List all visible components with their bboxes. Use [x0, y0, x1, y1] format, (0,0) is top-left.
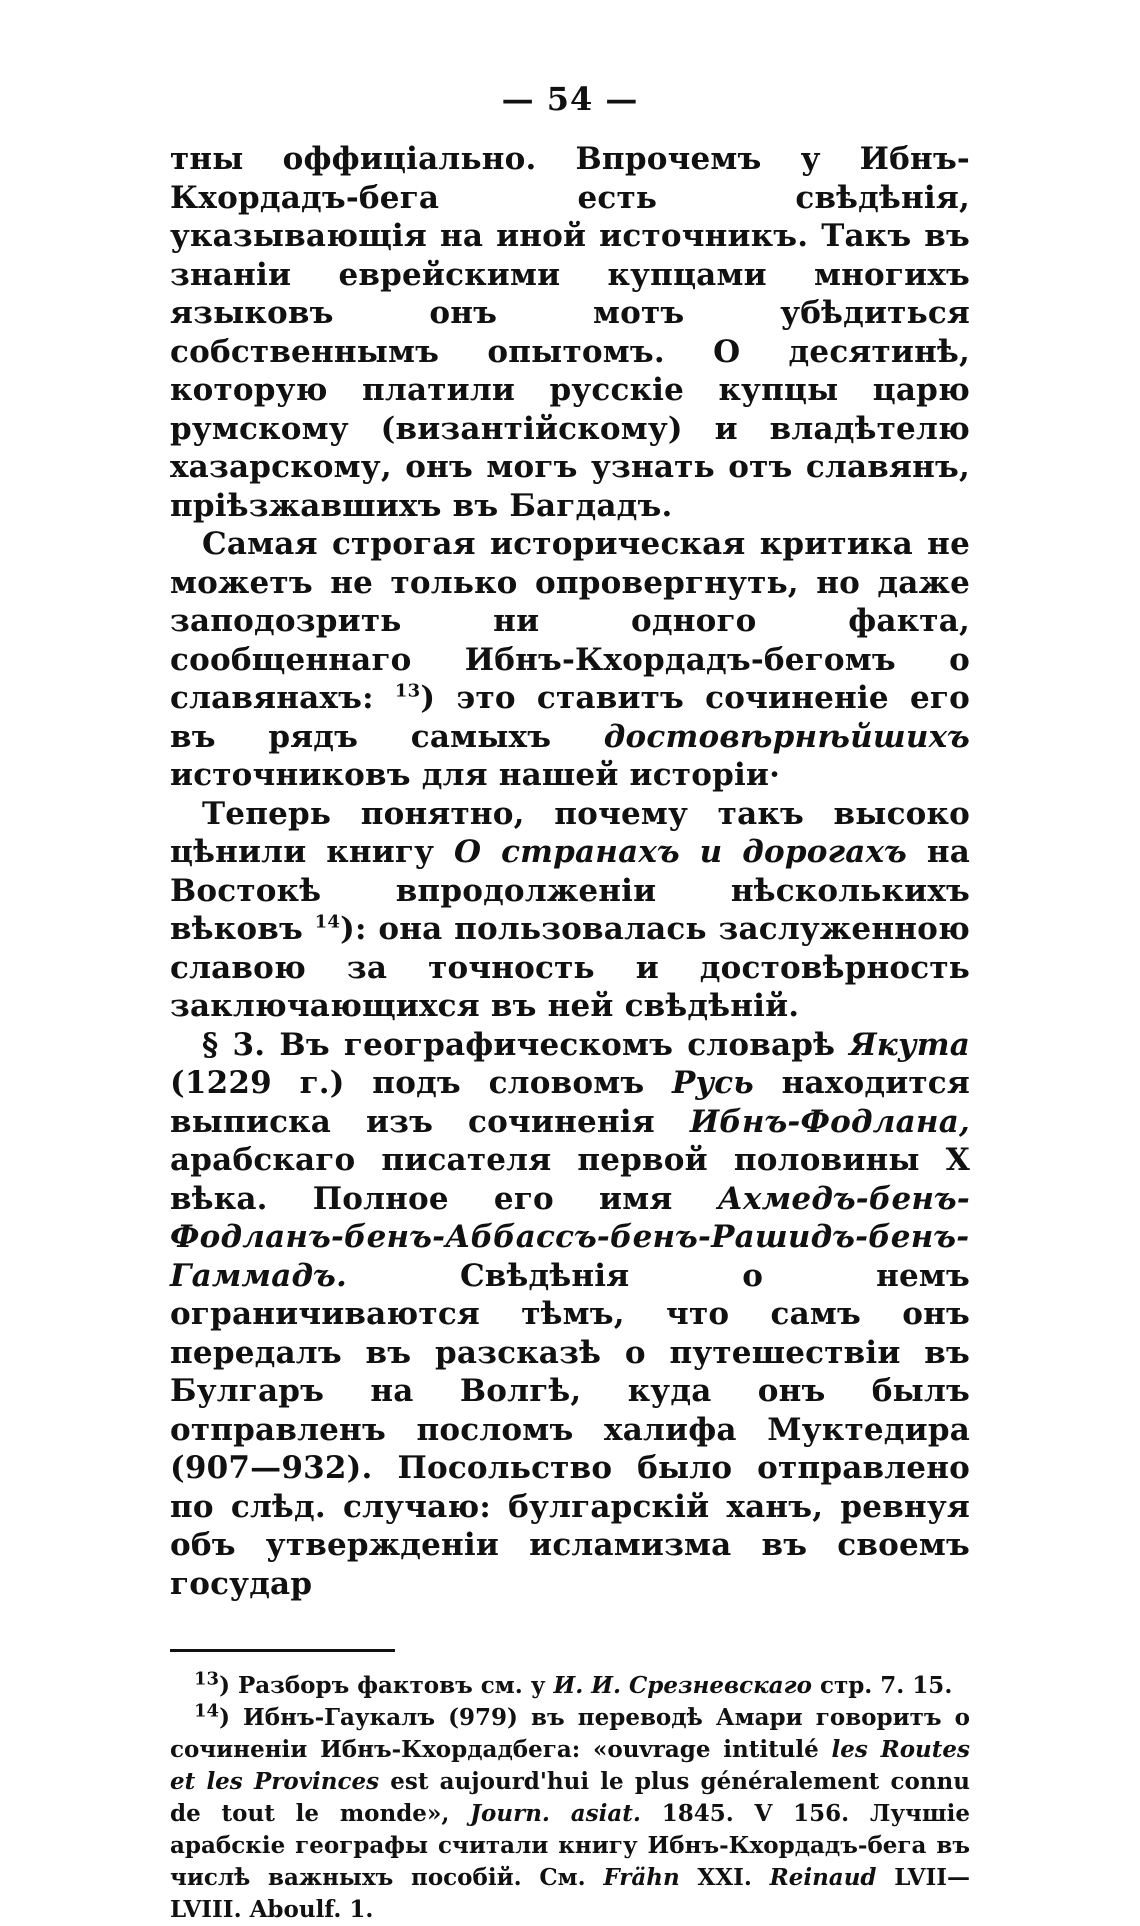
footnote-ref-14: 14 [314, 911, 341, 933]
paragraph-4-text-d: арабскаго писателя первой половины X вѣка. Полное его имя [170, 1142, 970, 1217]
footnote-divider [170, 1649, 395, 1652]
paragraph-2-text-c: источниковъ для нашей исторіи· [170, 757, 781, 793]
footnote-14 [170, 1702, 970, 1926]
footnote-13-italic: И. И. Срезневскаго [553, 1672, 812, 1699]
paragraph-4-text-a: § 3. Въ географическомъ словарѣ [202, 1026, 836, 1063]
footnote-14-text-d: XXI. [697, 1864, 752, 1891]
paragraph-4-text-b: (1229 г.) подъ словомъ [170, 1065, 645, 1101]
paragraph-2-italic: достовѣрнѣйшихъ [603, 718, 970, 755]
paragraph-1 [170, 140, 970, 525]
paragraph-3-text-a: Теперь понятно, почему такъ высоко цѣнили книгу [170, 795, 970, 870]
footnote-14-italic-reinaud: Reinaud [769, 1864, 877, 1891]
paragraph-4-text-e: Свѣдѣнія о немъ ограничиваются тѣмъ, что самъ онъ передалъ въ разсказѣ о путешествіи въ Булгаръ на Волгѣ, куда онъ былъ отправленъ посломъ халифа Муктедира (907—932). Посольство было отправлено по слѣд. случаю: булгарскій ханъ, ревнуя объ утвержденіи исламизма въ своемъ государ [170, 1257, 970, 1602]
paragraph-4 [170, 1026, 970, 1604]
paragraph-3 [170, 795, 970, 1026]
footnote-13-mark: 13 [194, 1668, 220, 1690]
footnote-13-text-b: стр. 7. 15. [819, 1672, 953, 1699]
footnote-14-italic-journal: Journ. asiat. [470, 1800, 641, 1827]
footnote-14-text-c: 1845. V 156. Лучшіе арабскіе географы считали книгу Ибнъ-Кхордадъ-бега въ числѣ важныхъ пособій. См. [170, 1800, 970, 1891]
paragraph-2 [170, 525, 970, 795]
paragraph-1-text: тны оффиціально. Впрочемъ у Ибнъ-Кхордадъ-бега есть свѣдѣнія, указывающія на иной источникъ. Такъ въ знаніи еврейскими купцами многихъ языковъ онъ мотъ убѣдиться собственнымъ опытомъ. О десятинѣ, которую платили русскіе купцы царю румскому (византійскому) и владѣтелю хазарскому, онъ могъ узнать отъ славянъ, пріѣзжавшихъ въ Багдадъ. [170, 141, 970, 524]
footnote-ref-13: 13 [394, 680, 421, 702]
footnote-13 [170, 1670, 970, 1702]
paragraph-2-text-a: Самая строгая историческая критика не можетъ не только опровергнуть, но даже заподозрить ни одного факта, сообщеннаго Ибнъ-Кхордадъ-бегомъ о славянахъ: [170, 526, 970, 716]
paragraph-4-italic-ibn-fodlan: Ибнъ-Фодлана, [689, 1103, 970, 1140]
footnote-14-italic-frahn: Frähn [603, 1864, 680, 1891]
footnote-14-italic-title: les Routes et les Provinces [170, 1736, 970, 1795]
paragraph-4-italic-full-name: Ахмедъ-бенъ-Фодланъ-бенъ-Аббассъ-бенъ-Рашидъ-бенъ-Гаммадъ. [170, 1180, 970, 1294]
footnote-14-text-a: ) Ибнъ-Гаукалъ (979) въ переводѣ Амари говоритъ о сочиненіи Ибнъ-Кхордадбега: «ouvrage intitulé [170, 1704, 970, 1763]
main-text [170, 140, 970, 1603]
footnote-14-mark: 14 [194, 1700, 220, 1722]
paragraph-4-italic-rus: Русь [671, 1065, 754, 1101]
paragraph-4-text-c: находится выписка изъ сочиненія [170, 1065, 970, 1140]
paragraph-2-text-b: ) это ставитъ сочиненіе его въ рядъ самыхъ [170, 680, 970, 755]
footnotes [170, 1670, 970, 1926]
footnote-14-text-e: LVII—LVIII. Aboulf. 1. [170, 1864, 970, 1923]
paragraph-3-text-c: ): она пользовалась заслуженною славою за точность и достовѣрность заключающихся въ ней свѣдѣній. [170, 911, 970, 1024]
paragraph-3-text-b: на Востокѣ впродолженіи нѣсколькихъ вѣковъ [170, 834, 970, 947]
book-page [170, 80, 970, 1926]
paragraph-4-italic-yakut: Якута [849, 1026, 970, 1063]
paragraph-3-book-title: О странахъ и дорогахъ [454, 834, 907, 870]
footnote-13-text-a: ) Разборъ фактовъ см. у [219, 1672, 546, 1699]
page-number: — 54 — [501, 80, 639, 118]
footnote-14-text-b: est aujourd'hui le plus généralement connu de tout le monde», [170, 1768, 970, 1827]
